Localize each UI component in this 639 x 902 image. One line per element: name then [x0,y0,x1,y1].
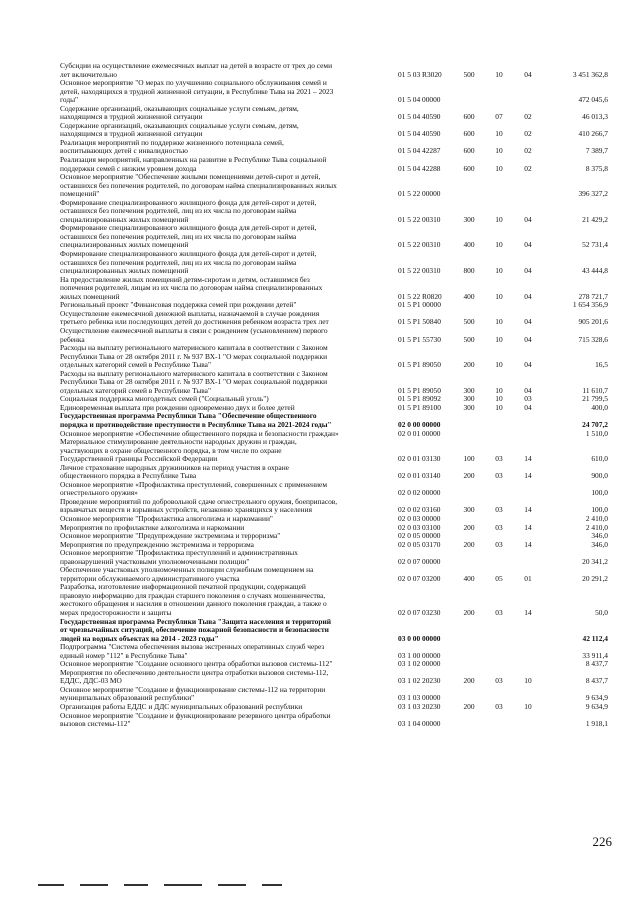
row-rz: 10 [495,69,503,79]
row-pr: 10 [524,702,532,712]
row-code: 02 0 05 03170 [398,539,441,549]
row-name: Основное мероприятие "Создание основного центра обработки вызовов системы-112" [60,659,333,669]
row-rz: 03 [495,505,503,515]
table-row [60,464,608,481]
row-code: 02 0 01 00000 [398,428,441,438]
table-row [60,412,608,429]
row-pr: 14 [524,505,532,515]
row-amount: 43 444,8 [582,266,608,276]
row-amount: 11 610,7 [582,385,608,395]
row-code: 01 5 P1 89050 [398,360,441,370]
row-name: Основное мероприятие "Профилактика алкоголизма и наркомании" [60,513,273,523]
row-grbs: 300 [463,214,475,224]
table-row [60,224,608,250]
row-amount: 8 437,7 [585,676,608,686]
row-pr: 14 [524,539,532,549]
row-grbs: 200 [463,676,475,686]
row-code: 02 0 03 00000 [398,513,441,523]
table-row [60,62,608,79]
row-rz: 03 [495,471,503,481]
row-amount: 905 201,6 [578,317,608,327]
row-grbs: 800 [463,266,475,276]
row-pr: 14 [524,608,532,617]
table-row [60,327,608,344]
row-code: 01 5 P1 89050 [398,385,441,395]
row-code: 01 5 P1 55730 [398,334,441,344]
row-name: Расходы на выплату регионального материнского капитала в соответствии с Законом Республики Тыва от 28 октября 2011 г. № 937 ВХ-1 "О мерах социальной поддержки отдельных категорий семей в Республике Тыва" [60,368,328,395]
row-pr: 04 [524,317,532,327]
table-row [60,310,608,327]
row-code: 01 5 22 R0820 [398,291,442,301]
row-code: 01 5 22 00310 [398,266,441,276]
row-amount: 42 112,4 [582,633,608,643]
row-grbs: 600 [463,163,475,173]
row-grbs: 300 [463,505,475,515]
row-code: 01 5 04 42288 [398,163,441,173]
row-name: Организация работы ЕДДС и ДДС муниципальных образований республики [60,702,303,712]
table-row [60,79,608,105]
row-pr: 04 [524,240,532,250]
row-pr: 14 [524,471,532,481]
row-grbs: 600 [463,146,475,156]
row-pr: 04 [524,402,532,412]
row-name: Государственная программа Республики Тыва "Защита населения и территорий от чрезвычайных ситуаций, обеспечение пожарной безопасности и безопасности людей на водных объектах на 2014 - 2023 годы" [60,616,332,643]
row-grbs: 200 [463,539,475,549]
row-code: 01 5 P1 89092 [398,394,441,404]
row-code: 02 0 01 03130 [398,454,441,464]
footer-rule [124,884,148,886]
row-rz: 10 [495,266,503,276]
row-name: Осуществление ежемесячной выплаты в связи с рождением (усыновлением) первого ребенка [60,325,328,344]
row-grbs: 300 [463,402,475,412]
table-row [60,438,608,464]
row-name: Основное мероприятие "Профилактика преступлений и административных правонарушений участковыми уполномоченными полиции" [60,548,298,566]
row-amount: 410 266,7 [578,129,608,139]
footer-rule [218,884,246,886]
row-name: Реализация мероприятий, направленных на развитие в Республике Тыва социальной поддержки семей с низким уровнем дохода [60,155,327,173]
row-grbs: 200 [463,471,475,481]
row-name: Личное страхование народных дружинников на период участия в охране общественного порядка в Республике Тыва [60,462,289,481]
row-name: Основное мероприятие "Предупреждение экстремизма и терроризма" [60,531,281,541]
row-amount: 396 327,2 [578,189,608,199]
table-row [60,250,608,276]
row-amount: 8 375,8 [585,163,608,173]
row-name: Субсидии на осуществление ежемесячных выплат на детей в возрасте от трех до семи лет включительно [60,61,333,79]
row-code: 03 1 02 20230 [398,676,441,686]
row-amount: 33 911,4 [582,650,608,660]
row-grbs: 300 [463,385,475,395]
row-code: 02 0 03 03100 [398,522,441,532]
row-rz: 03 [495,676,503,686]
table-row [60,344,608,370]
row-name: Мероприятия по профилактике алкоголизма и наркомании [60,522,245,532]
row-grbs: 600 [463,112,475,122]
row-code: 03 1 02 00000 [398,659,441,669]
row-name: Основное мероприятие "Создание и функционирование системы-112 на территории муниципальных образований республики" [60,684,326,703]
row-amount: 24 707,2 [582,419,608,429]
row-rz: 03 [495,454,503,464]
row-pr: 02 [524,163,532,173]
row-pr: 04 [524,214,532,224]
row-code: 03 0 00 00000 [398,633,441,643]
row-amount: 21 799,5 [582,394,608,404]
table-row [60,643,608,660]
row-grbs: 100 [463,454,475,464]
row-rz: 10 [495,402,503,412]
row-amount: 46 013,3 [582,112,608,122]
row-amount: 1 510,0 [585,428,608,438]
row-name: Реализация мероприятий по поддержке жизненного потенциала семей, воспитывающих детей с инвалидностью [60,137,284,156]
table-row [60,618,608,644]
row-rz: 10 [495,385,503,395]
row-amount: 100,0 [591,505,608,515]
row-amount: 900,0 [591,471,608,481]
table-row [60,669,608,686]
row-name: Основное мероприятие "О мерах по улучшению социального обслуживания семей и детей, находящихся в трудной жизненной ситуации, в Республике Тыва на 2021 – 2023 годы" [60,78,334,105]
row-code: 03 1 04 00000 [398,719,441,729]
row-code: 02 0 02 00000 [398,488,441,498]
table-row [60,583,608,617]
row-pr: 14 [524,522,532,532]
row-rz: 10 [495,317,503,327]
row-code: 02 0 01 03140 [398,471,441,481]
row-amount: 1 918,1 [585,719,608,729]
row-amount: 9 634,9 [585,693,608,703]
row-code: 02 0 07 03200 [398,573,441,583]
row-rz: 05 [495,573,503,583]
table-row [60,173,608,199]
row-amount: 2 410,0 [585,513,608,523]
row-grbs: 300 [463,394,475,404]
table-row [60,549,608,566]
row-amount: 346,0 [591,539,608,549]
row-amount: 50,0 [595,608,608,617]
row-name: Основное мероприятие «Обеспечение общественного порядка и безопасности граждан» [60,428,339,438]
row-pr: 02 [524,146,532,156]
row-code: 01 5 03 R3020 [398,69,442,79]
row-name: Формирование специализированного жилищного фонда для детей-сирот и детей, оставшихся без попечения родителей, лиц из их числа по договорам найма специализированных жилых помещений [60,197,317,224]
row-pr: 02 [524,112,532,122]
row-pr: 04 [524,385,532,395]
row-amount: 7 389,7 [585,146,608,156]
row-code: 01 5 P1 89100 [398,402,441,412]
row-name: Формирование специализированного жилищного фонда для детей-сирот и детей, оставшихся без попечения родителей, лиц из их числа по договорам найма специализированных жилых помещений [60,223,317,250]
row-rz: 03 [495,539,503,549]
row-pr: 04 [524,69,532,79]
row-amount: 278 721,7 [578,291,608,301]
table-row [60,156,608,173]
table-row [60,686,608,703]
row-pr: 04 [524,291,532,301]
row-name: Основное мероприятие "Обеспечение жилыми помещениями детей-сирот и детей, оставшихся без попечения родителей, по договорам найма специализированных жилых помещений" [60,172,337,199]
row-amount: 715 328,6 [578,334,608,344]
row-rz: 03 [495,608,503,617]
row-pr: 01 [524,573,532,583]
row-pr: 10 [524,676,532,686]
row-grbs: 400 [463,291,475,301]
row-rz: 03 [495,522,503,532]
footer-rule [80,884,108,886]
row-name: Социальная поддержка многодетных семей ("Социальный уголь") [60,394,269,404]
row-rz: 10 [495,129,503,139]
row-grbs: 200 [463,608,475,617]
row-name: Подпрограмма "Система обеспечения вызова экстренных оперативных служб через единый номер "112" в Республике Тыва" [60,642,325,660]
row-amount: 3 451 362,8 [572,69,608,79]
row-amount: 20 291,2 [582,573,608,583]
row-code: 01 5 22 00310 [398,240,441,250]
row-grbs: 400 [463,240,475,250]
row-code: 01 5 04 40590 [398,129,441,139]
row-rz: 10 [495,240,503,250]
footer-rule [164,884,202,886]
row-amount: 9 634,9 [585,702,608,712]
row-grbs: 500 [463,317,475,327]
row-amount: 52 731,4 [582,240,608,250]
row-grbs: 200 [463,360,475,370]
row-amount: 346,0 [591,531,608,541]
row-rz: 10 [495,214,503,224]
row-name: Основное мероприятие «Профилактика преступлений, совершенных с применением огнестрельного оружия» [60,479,328,498]
row-amount: 1 654 356,9 [572,300,608,310]
row-amount: 8 437,7 [585,659,608,669]
table-row [60,139,608,156]
row-grbs: 200 [463,702,475,712]
row-code: 02 0 00 00000 [398,419,441,429]
row-name: Содержание организаций, оказывающих социальные услуги семьям, детям, находящимся в трудной жизненной ситуации [60,103,299,122]
table-row [60,566,608,583]
table-row [60,199,608,225]
table-row [60,122,608,139]
table-row [60,105,608,122]
row-amount: 21 429,2 [582,214,608,224]
row-pr: 04 [524,266,532,276]
row-rz: 10 [495,146,503,156]
row-name: Разработка, изготовление информационной печатной продукции, содержащей правовую информацию для граждан старшего поколения о случаях мошенничества, жестокого обращения и насилия в отношении данного поколения граждан, а также о мерах предосторожности и защиты [60,582,327,617]
row-name: Содержание организаций, оказывающих социальные услуги семьям, детям, находящимся в трудной жизненной ситуации [60,120,299,139]
row-name: Проведение мероприятий по добровольной сдаче огнестрельного оружия, боеприпасов, взрывчатых веществ и взрывных устройств, незаконно хранящихся у населения [60,496,338,515]
row-pr: 04 [524,334,532,344]
row-code: 01 5 P1 00000 [398,300,441,310]
row-name: Обеспечение участковых уполномоченных полиции служебным помещением на территории обслуживаемого административного участка [60,565,314,583]
row-amount: 472 045,6 [578,95,608,105]
row-amount: 610,0 [591,454,608,464]
row-rz: 07 [495,112,503,122]
row-code: 01 5 04 42287 [398,146,441,156]
row-name: Расходы на выплату регионального материнского капитала в соответствии с Законом Республики Тыва от 28 октября 2011 г. № 937 ВХ-1 "О мерах социальной поддержки отдельных категорий семей в Республике Тыва" [60,343,328,370]
row-amount: 20 341,2 [582,556,608,566]
row-pr: 03 [524,394,532,404]
row-name: Государственная программа Республики Тыва "Обеспечение общественного порядка и противодействие преступности в Республике Тыва на 2021-2024 годы" [60,411,332,429]
table-row [60,370,608,396]
row-code: 01 5 04 40590 [398,112,441,122]
row-rz: 10 [495,394,503,404]
table-row [60,481,608,498]
row-grbs: 500 [463,334,475,344]
row-grbs: 400 [463,573,475,583]
row-grbs: 200 [463,522,475,532]
row-pr: 02 [524,129,532,139]
row-amount: 100,0 [591,488,608,498]
budget-table [60,62,608,729]
footer-rule [262,884,282,886]
row-name: Региональный проект "Финансовая поддержка семей при рождении детей" [60,300,297,310]
row-rz: 10 [495,334,503,344]
table-row [60,276,608,302]
row-code: 02 0 07 03230 [398,608,441,617]
row-name: Единовременная выплата при рождении одновременно двух и более детей [60,402,295,412]
row-code: 01 5 22 00310 [398,214,441,224]
table-row [60,712,608,729]
row-rz: 03 [495,702,503,712]
row-code: 02 0 05 00000 [398,531,441,541]
footer-rule [38,884,64,886]
row-name: Мероприятия по предупреждению экстремизма и терроризма [60,539,254,549]
row-code: 03 1 03 00000 [398,693,441,703]
page-number: 226 [592,834,612,849]
row-code: 02 0 02 03160 [398,505,441,515]
row-amount: 2 410,0 [585,522,608,532]
row-name: Мероприятия по обеспечению деятельности центра отработки вызовов системы-112, ЕДДС, ДДС-03 МО [60,667,329,686]
row-pr: 14 [524,454,532,464]
row-name: Формирование специализированного жилищного фонда для детей-сирот и детей, оставшихся без попечения родителей, лиц из их числа по договорам найма специализированных жилых помещений [60,249,317,276]
row-code: 02 0 07 00000 [398,556,441,566]
row-grbs: 600 [463,129,475,139]
row-amount: 400,0 [591,402,608,412]
row-code: 03 1 03 20230 [398,702,441,712]
row-rz: 10 [495,291,503,301]
table-row [60,498,608,515]
row-code: 01 5 22 00000 [398,189,441,199]
row-grbs: 500 [463,69,475,79]
row-amount: 16,5 [595,360,608,370]
row-rz: 10 [495,360,503,370]
row-name: Осуществление ежемесячной денежной выплаты, назначаемой в случае рождения третьего ребенка или последующих детей до достижения ребенком возраста трех лет [60,308,329,327]
row-rz: 10 [495,163,503,173]
row-code: 01 5 04 00000 [398,95,441,105]
row-code: 03 1 00 00000 [398,650,441,660]
row-name: Материальное стимулирование деятельности народных дружин и граждан, участвующих в охране общественного порядка, в том числе по охране Государственной границы Российской Федерации [60,437,297,464]
row-name: Основное мероприятие "Создание и функционирование резервного центра обработки вызовов системы-112" [60,710,331,729]
row-pr: 04 [524,360,532,370]
row-name: На предоставление жилых помещений детям-сиротам и детям, оставшимся без попечения родителей, лицам из их числа по договорам найма специализированных жилых помещений [60,274,323,301]
row-code: 01 5 P1 50840 [398,317,441,327]
